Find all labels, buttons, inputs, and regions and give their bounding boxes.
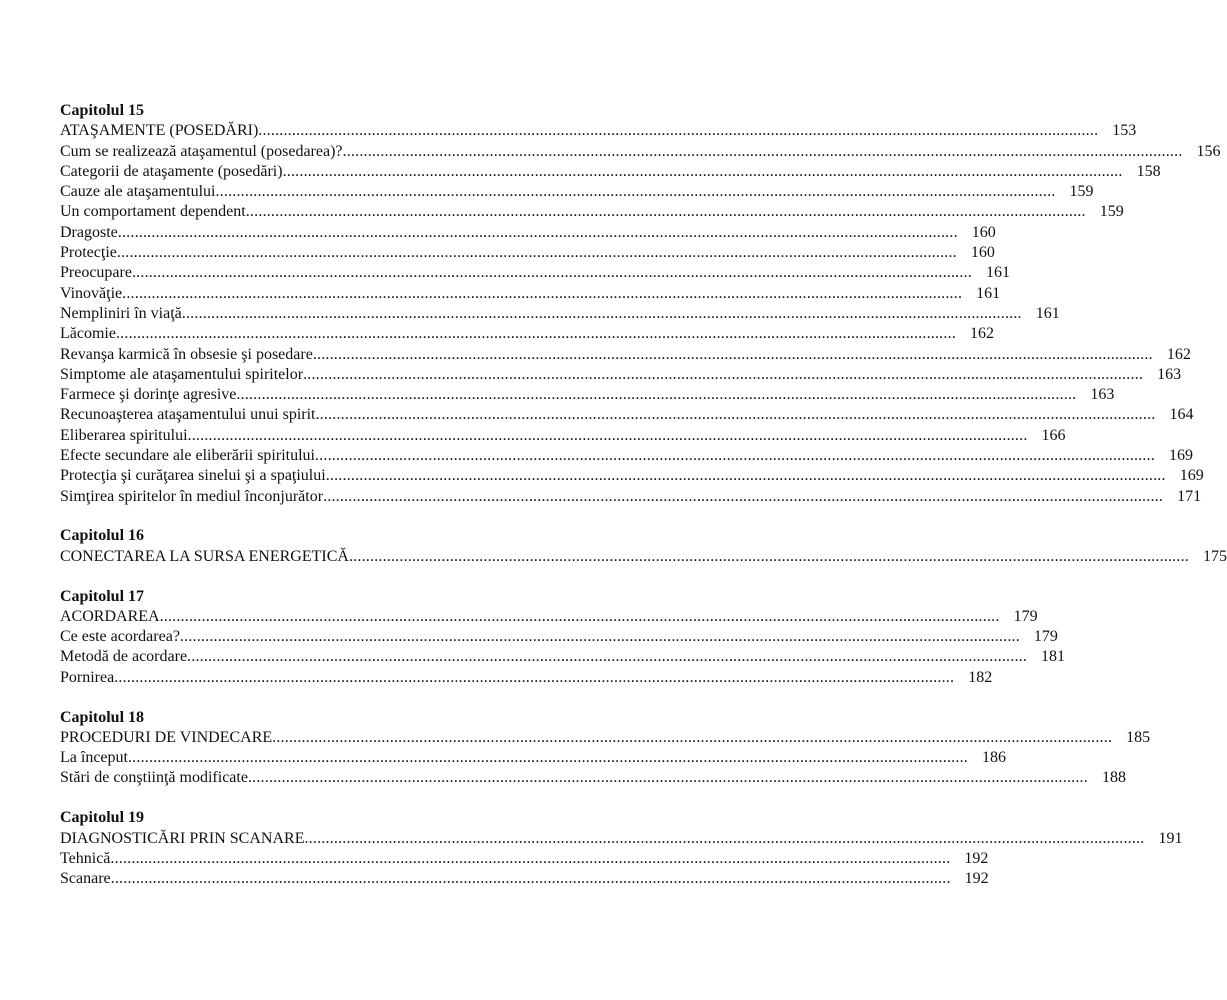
toc-entry <box>60 869 989 889</box>
toc-entry <box>60 142 1221 162</box>
toc-entry-label: Cum se realizează ataşamentul (posedarea)? <box>60 142 343 160</box>
toc-entry-label-wrap <box>60 426 1028 446</box>
dot-leader: ........................................................................................................................................................................................................ <box>272 728 1113 746</box>
chapter-title: Capitolul 15 <box>60 102 145 119</box>
chapter-title: Capitolul 17 <box>60 587 145 605</box>
dot-leader: ........................................................................................................................................................................................................ <box>116 244 957 262</box>
dot-leader: ........................................................................................................................................................................................................ <box>127 749 968 767</box>
toc-entry-label-wrap <box>60 345 1153 365</box>
dot-leader: ........................................................................................................................................................................................................ <box>282 162 1123 180</box>
toc-entry-page-number: 161 <box>1035 304 1060 322</box>
toc-entry <box>60 162 1161 182</box>
toc-entry-page-number: 163 <box>1157 365 1182 383</box>
chapter-section <box>60 808 1183 889</box>
toc-entry-label: Scanare <box>60 870 111 888</box>
toc-entry-label-wrap <box>60 647 1027 667</box>
dot-leader: ........................................................................................................................................................................................................ <box>187 648 1028 666</box>
toc-entry-page-number: 160 <box>971 223 996 241</box>
toc-entry-label-wrap <box>60 405 1155 425</box>
toc-entry-page-number: 192 <box>964 870 989 888</box>
toc-entry-page-number: 175 <box>1202 547 1227 565</box>
dot-leader: ........................................................................................................................................................................................................ <box>236 386 1077 404</box>
dot-leader: ........................................................................................................................................................................................................ <box>215 183 1056 201</box>
toc-entry-label: Categorii de ataşamente (posedări) <box>60 162 283 180</box>
toc-entry-page-number: 169 <box>1179 467 1204 485</box>
dot-leader: ........................................................................................................................................................................................................ <box>159 607 1000 625</box>
toc-entry-label-wrap <box>60 243 957 263</box>
toc-entry-label-wrap <box>60 304 1022 324</box>
toc-entry-label: DIAGNOSTICĂRI PRIN SCANARE <box>60 829 305 847</box>
toc-entry-page-number: 192 <box>964 849 989 867</box>
dot-leader: ........................................................................................................................................................................................................ <box>245 203 1086 221</box>
dot-leader: ........................................................................................................................................................................................................ <box>114 668 955 686</box>
toc-entry-label: Pornirea <box>60 668 115 686</box>
toc-entry-page-number: 182 <box>968 668 993 686</box>
toc-entry-page-number: 161 <box>976 284 1001 302</box>
toc-entry <box>60 668 993 688</box>
toc-entry-page-number: 185 <box>1126 728 1151 746</box>
toc-entry-page-number: 163 <box>1090 386 1115 404</box>
toc-entry-label-wrap <box>60 487 1163 507</box>
toc-entry-page-number: 188 <box>1101 769 1126 787</box>
toc-entry-label-wrap <box>60 284 962 304</box>
toc-entry-label-wrap <box>60 121 1098 141</box>
chapter-title: Capitolul 16 <box>60 527 145 545</box>
toc-entry-page-number: 159 <box>1069 183 1094 201</box>
dot-leader: ........................................................................................................................................................................................................ <box>131 264 972 282</box>
toc-entry <box>60 627 1058 647</box>
toc-entry-page-number: 162 <box>1166 345 1191 363</box>
toc-entry-label: Protecţie <box>60 244 117 262</box>
dot-leader: ........................................................................................................................................................................................................ <box>315 406 1156 424</box>
toc-entry-label: Revanşa karmică în obsesie şi posedare <box>60 345 313 363</box>
toc-entry <box>60 284 1001 304</box>
toc-entry-label-wrap <box>60 627 1020 647</box>
toc-entry-page-number: 166 <box>1041 426 1066 444</box>
toc-entry-page-number: 162 <box>969 325 994 343</box>
toc-entry-label-wrap <box>60 869 951 889</box>
toc-entry-page-number: 169 <box>1168 447 1193 465</box>
toc-entry <box>60 324 994 344</box>
toc-entry-label: Dragoste <box>60 223 118 241</box>
toc-entry-label-wrap <box>60 466 1166 486</box>
toc-entry-label: Simţirea spiritelor în mediul înconjurător <box>60 487 324 505</box>
toc-entry-label: Farmece şi dorinţe agresive <box>60 386 237 404</box>
toc-entry-page-number: 181 <box>1041 648 1066 666</box>
toc-entry-label-wrap <box>60 223 958 243</box>
toc-entry-label: Tehnică <box>60 849 111 867</box>
toc-entry <box>60 446 1193 466</box>
toc-entry-label: Cauze ale ataşamentului <box>60 183 216 201</box>
toc-entry <box>60 547 1227 567</box>
toc-entry-page-number: 161 <box>985 264 1010 282</box>
toc-entry-label-wrap <box>60 607 1000 627</box>
toc-entry-label-wrap <box>60 748 968 768</box>
toc-entry-label: Metodă de acordare <box>60 648 188 666</box>
toc-entry <box>60 647 1066 667</box>
dot-leader: ........................................................................................................................................................................................................ <box>258 122 1099 140</box>
table-of-contents <box>60 101 1227 909</box>
toc-entry-label-wrap <box>60 324 956 344</box>
toc-entry <box>60 263 1010 283</box>
toc-entry-label: Preocupare <box>60 264 132 282</box>
dot-leader: ........................................................................................................................................................................................................ <box>179 628 1020 646</box>
toc-entry-label-wrap <box>60 263 972 283</box>
toc-entry <box>60 607 1038 627</box>
toc-entry-label-wrap <box>60 668 954 688</box>
dot-leader: ........................................................................................................................................................................................................ <box>323 487 1164 505</box>
toc-entry-label: Simptome ale ataşamentului spiritelor <box>60 365 304 383</box>
toc-entry <box>60 202 1124 222</box>
toc-entry-label: Eliberarea spiritului <box>60 426 188 444</box>
toc-entry-label-wrap <box>60 547 1189 567</box>
dot-leader: ........................................................................................................................................................................................................ <box>122 284 963 302</box>
dot-leader: ........................................................................................................................................................................................................ <box>117 223 958 241</box>
chapter-section <box>60 101 1221 507</box>
toc-entry-label-wrap <box>60 768 1088 788</box>
toc-entry <box>60 487 1202 507</box>
toc-entry <box>60 466 1204 486</box>
toc-entry-label: Nempliniri în viaţă <box>60 304 182 322</box>
dot-leader: ........................................................................................................................................................................................................ <box>247 769 1088 787</box>
toc-entry-label: Stări de conştiinţă modificate <box>60 769 248 787</box>
dot-leader: ........................................................................................................................................................................................................ <box>342 142 1183 160</box>
chapter-section <box>60 526 1227 567</box>
toc-entry <box>60 304 1060 324</box>
toc-entry-label: ATAŞAMENTE (POSEDĂRI) <box>60 122 259 140</box>
toc-entry <box>60 426 1066 446</box>
dot-leader: ........................................................................................................................................................................................................ <box>314 447 1155 465</box>
toc-entry <box>60 223 996 243</box>
toc-entry <box>60 748 1006 768</box>
toc-entry-label-wrap <box>60 829 1144 849</box>
toc-entry <box>60 243 995 263</box>
dot-leader: ........................................................................................................................................................................................................ <box>312 345 1153 363</box>
toc-entry-label: La început <box>60 749 128 767</box>
toc-entry <box>60 385 1115 405</box>
toc-entry-label: Ce este acordarea? <box>60 628 180 646</box>
chapter-section <box>60 587 1066 688</box>
toc-entry-label: PROCEDURI DE VINDECARE <box>60 728 273 746</box>
toc-entry <box>60 728 1151 748</box>
dot-leader: ........................................................................................................................................................................................................ <box>304 829 1145 847</box>
toc-entry-label-wrap <box>60 446 1155 466</box>
dot-leader: ........................................................................................................................................................................................................ <box>325 467 1166 485</box>
toc-entry-page-number: 158 <box>1136 162 1161 180</box>
toc-entry-label-wrap <box>60 365 1143 385</box>
chapter-title: Capitolul 18 <box>60 708 145 726</box>
toc-entry-label-wrap <box>60 162 1123 182</box>
toc-entry-page-number: 160 <box>970 244 995 262</box>
toc-entry <box>60 121 1137 141</box>
dot-leader: ........................................................................................................................................................................................................ <box>187 426 1028 444</box>
toc-entry-label-wrap <box>60 182 1055 202</box>
toc-entry-label-wrap <box>60 202 1086 222</box>
toc-entry-label: Vinovăţie <box>60 284 123 302</box>
toc-entry-label: Recunoaşterea ataşamentului unui spirit <box>60 406 316 424</box>
toc-entry-page-number: 159 <box>1099 203 1124 221</box>
toc-entry-page-number: 191 <box>1158 829 1183 847</box>
toc-entry <box>60 768 1126 788</box>
dot-leader: ........................................................................................................................................................................................................ <box>181 304 1022 322</box>
toc-entry-page-number: 156 <box>1196 142 1221 160</box>
dot-leader: ........................................................................................................................................................................................................ <box>110 870 951 888</box>
dot-leader: ........................................................................................................................................................................................................ <box>110 849 951 867</box>
toc-entry-page-number: 186 <box>981 749 1006 767</box>
toc-entry-label-wrap <box>60 849 950 869</box>
toc-entry-page-number: 179 <box>1013 607 1038 625</box>
toc-entry <box>60 849 989 869</box>
toc-entry <box>60 829 1183 849</box>
toc-entry-label-wrap <box>60 142 1183 162</box>
chapter-title: Capitolul 19 <box>60 809 145 827</box>
dot-leader: ........................................................................................................................................................................................................ <box>115 325 956 343</box>
toc-entry <box>60 405 1194 425</box>
toc-entry-label-wrap <box>60 728 1112 748</box>
toc-entry <box>60 345 1191 365</box>
toc-entry-label: Efecte secundare ale eliberării spiritului <box>60 447 315 465</box>
toc-entry-page-number: 171 <box>1177 487 1202 505</box>
toc-entry-page-number: 164 <box>1169 406 1194 424</box>
toc-entry-label: Un comportament dependent <box>60 203 246 221</box>
toc-entry-label: ACORDAREA <box>60 607 160 625</box>
toc-entry <box>60 365 1182 385</box>
toc-entry-label: Lăcomie <box>60 325 116 343</box>
toc-entry-label: CONECTAREA LA SURSA ENERGETICĂ <box>60 547 349 565</box>
toc-entry-page-number: 179 <box>1033 628 1058 646</box>
toc-entry-page-number: 153 <box>1112 122 1137 140</box>
dot-leader: ........................................................................................................................................................................................................ <box>348 547 1189 565</box>
toc-entry-label: Protecţia şi curăţarea sinelui şi a spaţiului <box>60 467 326 485</box>
toc-entry-label-wrap <box>60 385 1076 405</box>
toc-entry <box>60 182 1094 202</box>
dot-leader: ........................................................................................................................................................................................................ <box>303 365 1144 383</box>
chapter-section <box>60 708 1151 789</box>
